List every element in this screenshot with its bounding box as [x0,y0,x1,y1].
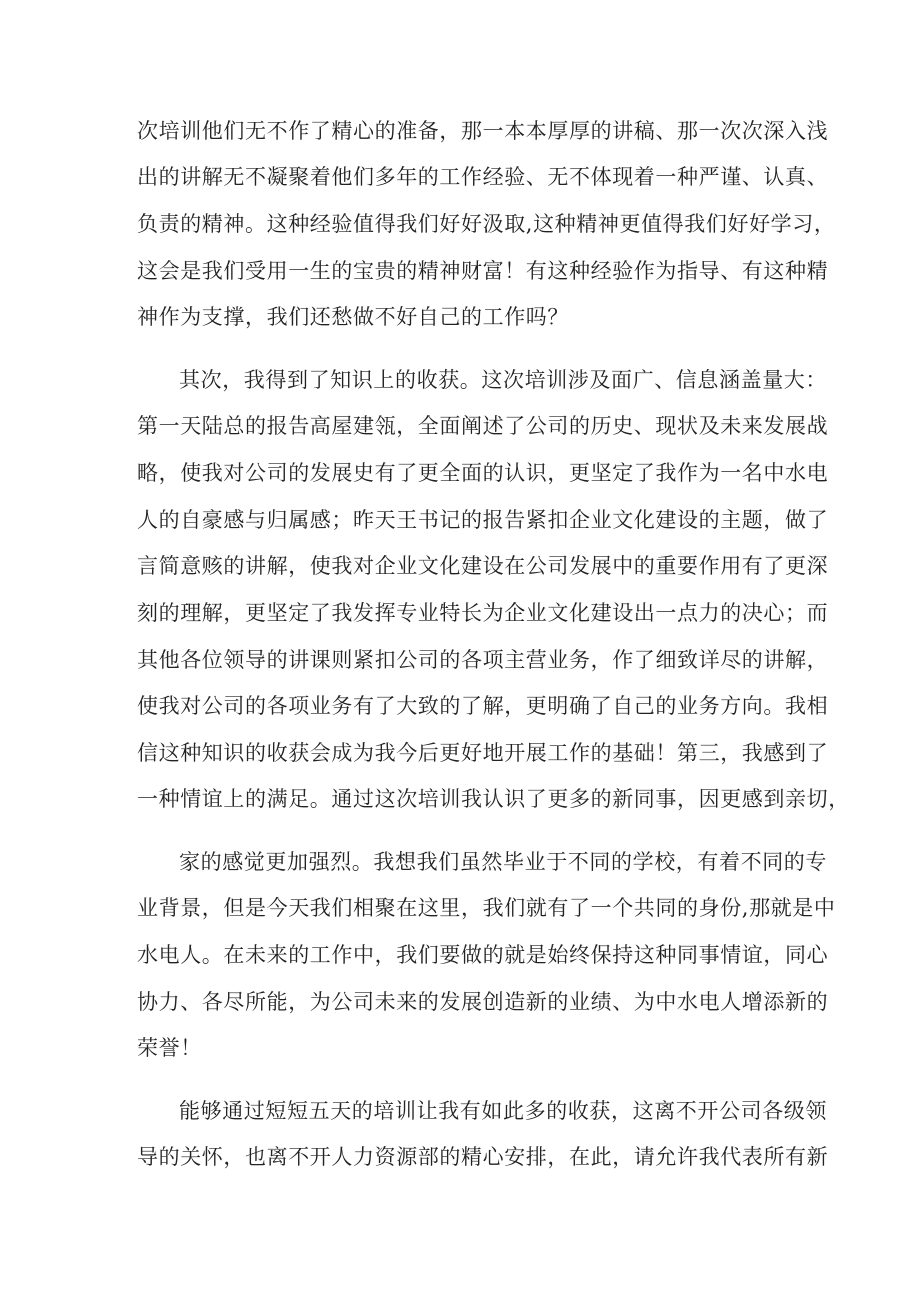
text-line: 业背景，但是今天我们相聚在这里，我们就有了一个共同的身份,那就是中 [137,896,836,920]
text-line: 刻的理解，更坚定了我发挥专业特长为企业文化建设出一点力的决心；而 [137,601,829,625]
text-line: 神作为支撑，我们还愁做不好自己的工作吗？ [137,305,569,329]
text-line: 导的关怀，也离不开人力资源部的精心安排，在此，请允许我代表所有新 [137,1145,829,1169]
text-line: 略，使我对公司的发展史有了更全面的认识，更坚定了我作为一名中水电 [137,461,829,485]
text-line: 第一天陆总的报告高屋建瓴，全面阐述了公司的历史、现状及未来发展战 [137,414,829,438]
text-line: 出的讲解无不凝聚着他们多年的工作经验、无不体现着一种严谨、认真、 [137,165,829,189]
text-line: 这会是我们受用一生的宝贵的精神财富！有这种经验作为指导、有这种精 [137,259,829,283]
paragraph-start-line: 能够通过短短五天的培训让我有如此多的收获，这离不开公司各级领 [179,1099,827,1123]
text-line: 言简意赅的讲解，使我对企业文化建设在公司发展中的重要作用有了更深 [137,554,829,578]
paragraph-start-line: 家的感觉更加强烈。我想我们虽然毕业于不同的学校，有着不同的专 [179,850,827,874]
text-line: 人的自豪感与归属感；昨天王书记的报告紧扣企业文化建设的主题，做了 [137,508,829,532]
text-line: 水电人。在未来的工作中，我们要做的就是始终保持这种同事情谊，同心 [137,943,829,967]
text-line: 一种情谊上的满足。通过这次培训我认识了更多的新同事，因更感到亲切， [137,787,850,811]
text-line: 负责的精神。这种经验值得我们好好汲取,这种精神更值得我们好好学习， [137,212,836,236]
text-line: 信这种知识的收获会成为我今后更好地开展工作的基础！第三，我感到了 [137,741,829,765]
text-line: 协力、各尽所能，为公司未来的发展创造新的业绩、为中水电人增添新的 [137,990,829,1014]
text-line: 其他各位领导的讲课则紧扣公司的各项主营业务，作了细致详尽的讲解， [137,648,829,672]
text-line: 荣誉！ [137,1036,202,1060]
text-line: 使我对公司的各项业务有了大致的了解，更明确了自己的业务方向。我相 [137,694,829,718]
paragraph-start-line: 其次，我得到了知识上的收获。这次培训涉及面广、信息涵盖量大： [179,368,827,392]
text-line: 次培训他们无不作了精心的准备，那一本本厚厚的讲稿、那一次次深入浅 [137,119,829,143]
